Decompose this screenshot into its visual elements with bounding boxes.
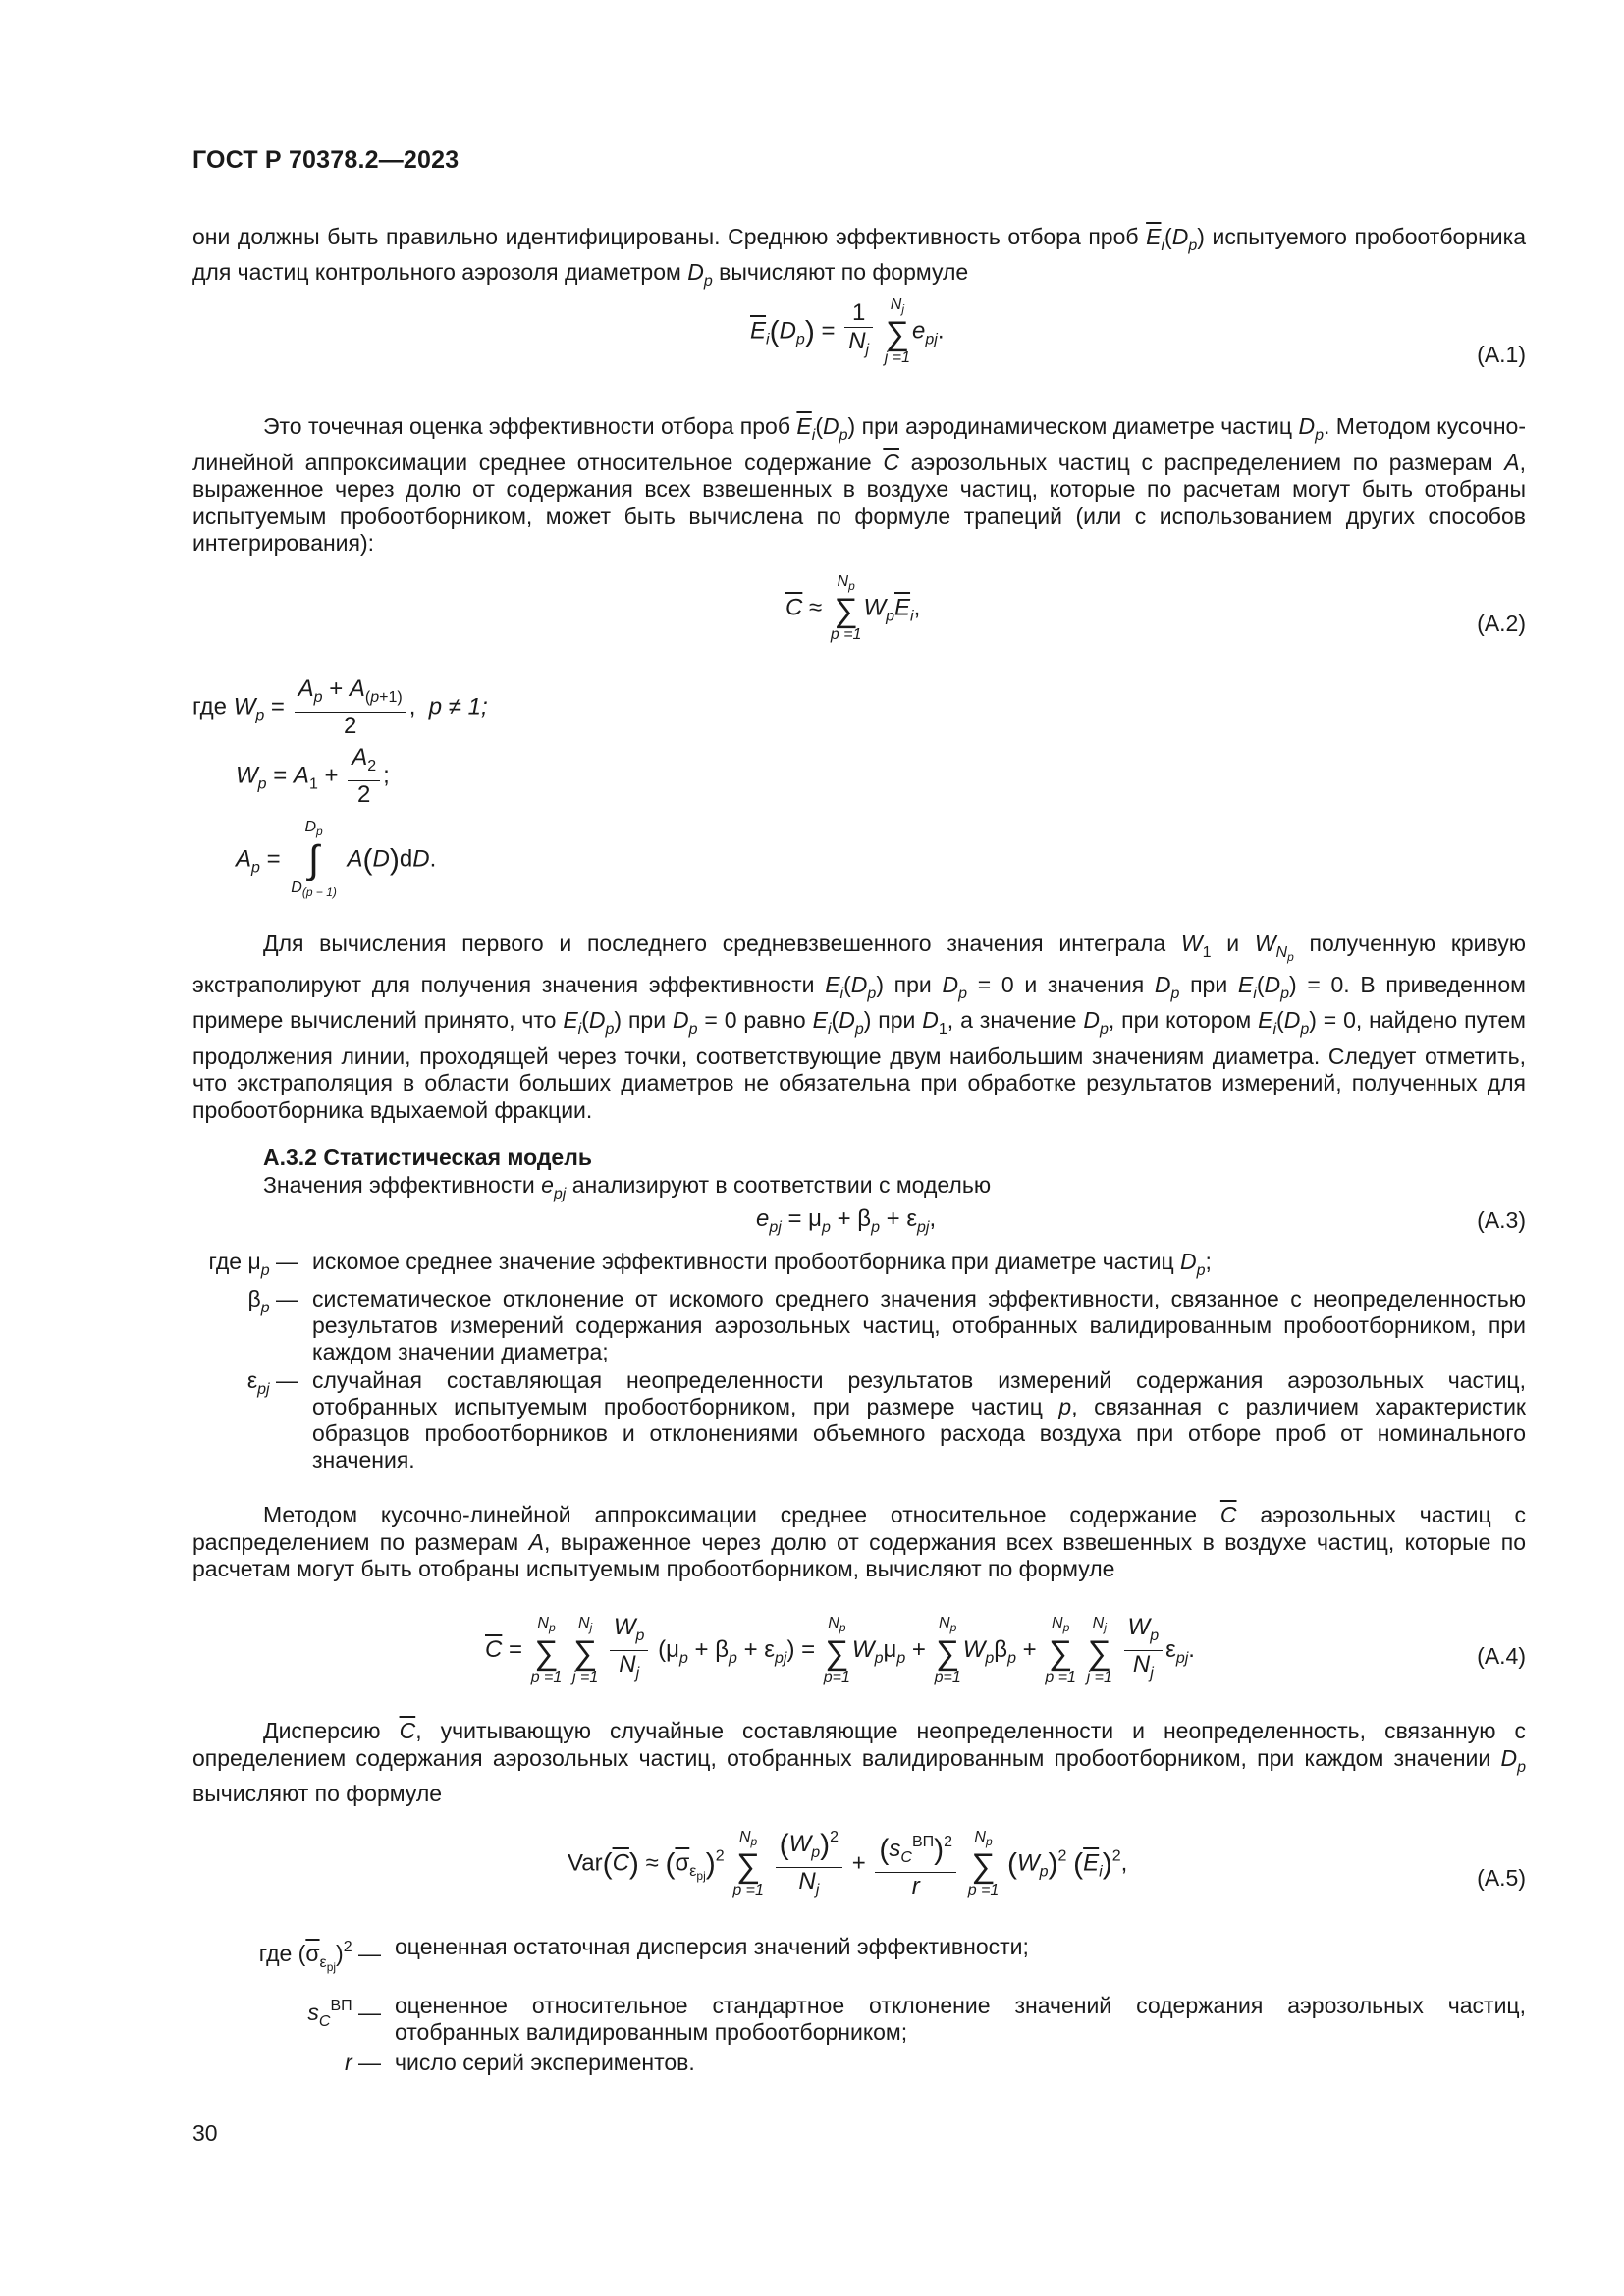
definition-r: r — число серий экспериментов. [344, 2050, 695, 2076]
definition-sc: $s_C^{ВП}$ — оцененное относительное стандартное отклонение значений содержания аэрозольных частиц, отобранных валидированным пробоотборником; [307, 1993, 1526, 2046]
formula-wp-first: $W_p = A_1$ + $\frac{A_2}{2}$ ; [236, 744, 390, 808]
equation-label-a3: (А.3) [1477, 1207, 1526, 1233]
condition-p: p ≠ 1; [428, 693, 488, 721]
definition-mu: где $\mu_p$ — искомое среднее значение эффективности пробоотборника при диаметре частиц $D_p$; [208, 1249, 1212, 1279]
formula-a5: $Var(\overline{C}) \approx (\overline{\sigma}_{\varepsilon_{pj}})^2$ $N_p$ ∑ p =1 $\frac{(W_p)^2}{N_j}$ + $\frac{(s_C^{ВП})^2}{r}$ $N_p$ ∑ p =1 $(W_p)^2$ $(\overline{E}_i)^2$, [568, 1824, 1127, 1904]
equation-label-a5: (А.5) [1477, 1865, 1526, 1891]
formula-a1: $\overline{E}_i(D_p)$ = $\frac{1}{N_j}$ $N_j$ ∑ j =1 $e_{pj}$. [750, 296, 945, 367]
document-header: ГОСТ Р 70378.2—2023 [192, 146, 460, 174]
paragraph-2: Это точечная оценка эффективности отбора проб $\overline{E}_i(D_p)$ при аэродинамическом диаметре частиц $D_p$. Методом кусочно-линейной аппроксимации среднее относительное содержание $\overline{C}$ аэрозольных частиц с распределением по размерам A, выраженное через долю от содержания всех взвешенных в воздухе частиц, которые по расчетам могут быть отобраны испытуемым пробоотборником, может быть вычислена по формуле трапеций (или с использованием других способов интегрирования): [192, 413, 1526, 556]
paragraph-3: Для вычисления первого и последнего средневзвешенного значения интеграла $W_1$ и $W_{N_p}$ полученную кривую экстраполируют для получения значения эффективности $E_i(D_p)$ при $D_p = 0$ и значения $D_p$ при $E_i(D_p) = 0$. В приведенном примере вычислений принято, что $E_i(D_p)$ при $D_p = 0$ равно $E_i(D_p)$ при $D_1$, а значение $D_p$, при котором $E_i(D_p) = 0$, найдено путем продолжения линии, проходящей через точки, соответствующие двум наибольшим значениям диаметра. Следует отметить, что экстраполяция в области больших диаметров не обязательна при обработке результатов измерений, полученных для пробоотборника вдыхаемой фракции. [192, 931, 1526, 1123]
section-heading-a32: А.3.2 Статистическая модель [263, 1145, 592, 1170]
formula-a4: $\overline{C}$ = $N_p$ ∑ p =1 $N_j$ ∑ j =1 $\frac{W_p}{N_j}$ $(\mu_p + \beta_p + \varepsilon_{pj})$ = $N_p$ ∑ p=1 $W_p\mu_p$ + $N_p$ ∑ p=1 $W_p\beta_p$ + $N_p$ ∑ p =1 $N_j$ ∑ j =1 $\frac{W_p}{N_j}$ $\varepsilon_{pj}$. [485, 1614, 1195, 1685]
formula-ap-integral: $A_p$ = $D_p$ ∫ $D_{(p - 1)}$ A(D)dD. [236, 819, 437, 900]
equation-label-a2: (А.2) [1477, 611, 1526, 636]
definitions-list-2 [192, 1934, 1526, 2078]
formula-a2: $\overline{C}$ ≈ $N_p$ ∑ p =1 $W_p\overline{E}_i$, [785, 573, 921, 644]
paragraph-5: Методом кусочно-линейной аппроксимации среднее относительное содержание $\overline{C}$ аэрозольных частиц с распределением по размерам A, выраженное через долю от содержания всех взвешенных в воздухе частиц, которые по расчетам могут быть отобраны испытуемым пробоотборником, вычисляют по формуле [192, 1502, 1526, 1581]
equation-label-a1: (А.1) [1477, 342, 1526, 367]
paragraph-1: они должны быть правильно идентифицированы. Среднюю эффективность отбора проб $\overline{E}_i(D_p)$ испытуемого пробоотборника для частиц контрольного аэрозоля диаметром $D_p$ вычисляют по формуле [192, 224, 1526, 290]
equation-label-a4: (А.4) [1477, 1643, 1526, 1669]
where-label: где [192, 693, 228, 721]
definitions-list-1 [192, 1249, 1526, 1475]
page-number: 30 [192, 2120, 218, 2146]
paragraph-4: Значения эффективности $e_{pj}$ анализируют в соответствии с моделью [263, 1172, 992, 1202]
definition-beta: $\beta_p$ — систематическое отклонение от искомого среднего значения эффективности, связанное с неопределенностью результатов измерений содержания аэрозольных частиц, отобранных валидированным пробоотборником, при каждом значении диаметра; [247, 1286, 1526, 1364]
formula-a3: $e_{pj} = \mu_p + \beta_p + \varepsilon_{pj}$, [756, 1205, 937, 1236]
definition-sigma: где $(\overline{\sigma}_{\varepsilon_{pj}})^2$ — оцененная остаточная дисперсия значений эффективности; [258, 1934, 1029, 1975]
definition-epsilon: $\varepsilon_{pj}$ — случайная составляющая неопределенности результатов измерений содержания аэрозольных частиц, отобранных испытуемым пробоотборником, при размере частиц p, связанная с различием характеристик образцов пробоотборников и отклонениями объемного расхода воздуха при отборе проб от номинального значения. [246, 1367, 1526, 1472]
formula-wp-general: где $W_p$ = $\frac{A_p + A_{(p+1)}}{2}$ , p ≠ 1; [192, 675, 488, 739]
paragraph-6: Дисперсию $\overline{C}$, учитывающую случайные составляющие неопределенности и неопределенность, связанную с определением содержания аэрозольных частиц, отобранных валидированным пробоотборником, при каждом значении $D_p$ вычисляют по формуле [192, 1718, 1526, 1806]
